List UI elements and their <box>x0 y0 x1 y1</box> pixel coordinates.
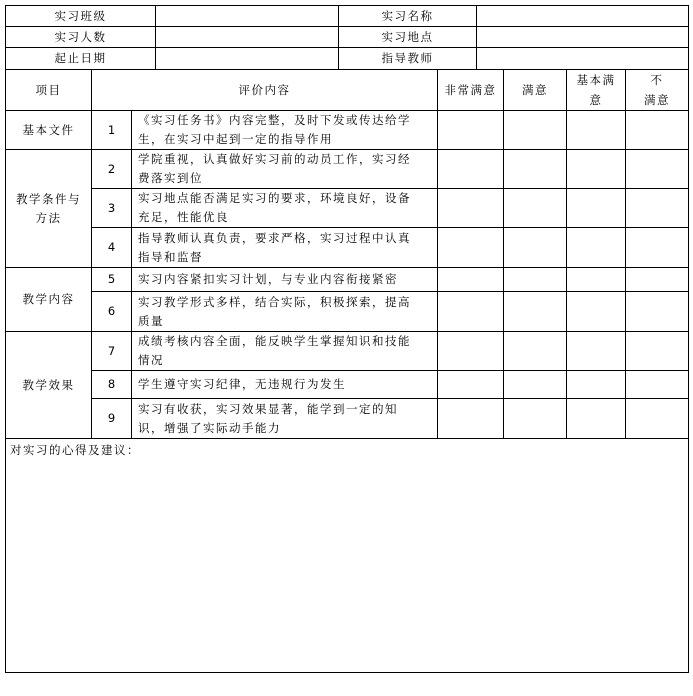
rating-unsatisfied[interactable] <box>626 371 689 399</box>
table-row <box>6 111 689 150</box>
rating-very-satisfied[interactable] <box>438 268 504 292</box>
row-number: 6 <box>92 292 132 332</box>
row-content-line1: 学院重视，认真做好实习前的动员工作，实习经 <box>138 152 411 166</box>
info-table <box>5 5 689 70</box>
name-value[interactable] <box>477 6 689 27</box>
suggestions-area[interactable] <box>6 439 689 673</box>
evaluation-form <box>5 5 688 673</box>
row-content <box>132 371 438 399</box>
row-content <box>132 150 438 189</box>
row-content-line2: 情况 <box>138 353 164 367</box>
row-content-line2: 生，在实习中起到一定的指导作用 <box>138 132 333 146</box>
rating-basically-satisfied[interactable] <box>567 150 626 189</box>
header-satisfied: 满意 <box>504 70 567 111</box>
row-number: 2 <box>92 150 132 189</box>
row-content-line1: 指导教师认真负责，要求严格，实习过程中认真 <box>138 230 411 245</box>
rating-basically-satisfied[interactable] <box>567 399 626 439</box>
class-label: 实习班级 <box>6 6 156 27</box>
rating-unsatisfied[interactable] <box>626 228 689 268</box>
rating-unsatisfied[interactable] <box>626 332 689 371</box>
row-content <box>132 399 438 439</box>
row-content <box>132 332 438 371</box>
row-number: 9 <box>92 399 132 439</box>
table-row <box>6 332 689 371</box>
rating-unsatisfied[interactable] <box>626 292 689 332</box>
header-unsatisfied-line2: 满意 <box>644 93 670 107</box>
teacher-label: 指导教师 <box>339 48 477 70</box>
row-content-line1: 成绩考核内容全面，能反映学生掌握知识和技能 <box>138 334 411 348</box>
row-content <box>132 111 438 150</box>
row-content-line1: 学生遵守实习纪律，无违规行为发生 <box>138 377 346 391</box>
evaluation-table <box>5 69 689 673</box>
table-row <box>6 371 689 399</box>
rating-basically-satisfied[interactable] <box>567 189 626 228</box>
rating-very-satisfied[interactable] <box>438 228 504 268</box>
row-content-line1: 实习教学形式多样，结合实际，积极探索，提高 <box>138 294 411 309</box>
table-row <box>6 228 689 268</box>
rating-satisfied[interactable] <box>504 111 567 150</box>
category-effect: 教学效果 <box>6 332 92 439</box>
row-number: 3 <box>92 189 132 228</box>
rating-unsatisfied[interactable] <box>626 111 689 150</box>
rating-basically-satisfied[interactable] <box>567 111 626 150</box>
suggestions-label: 对实习的心得及建议： <box>10 443 140 457</box>
row-content-line2: 充足，性能优良 <box>138 210 229 224</box>
row-number: 8 <box>92 371 132 399</box>
table-row <box>6 292 689 332</box>
row-content-line2: 识，增强了实际动手能力 <box>138 420 281 435</box>
category-basic-docs: 基本文件 <box>6 111 92 150</box>
row-content-line2: 质量 <box>138 313 164 328</box>
dates-label: 起止日期 <box>6 48 156 70</box>
rating-very-satisfied[interactable] <box>438 189 504 228</box>
count-label: 实习人数 <box>6 27 156 48</box>
rating-basically-satisfied[interactable] <box>567 292 626 332</box>
row-content-line2: 费落实到位 <box>138 171 203 185</box>
row-content-line1: 实习内容紧扣实习计划，与专业内容衔接紧密 <box>138 272 398 286</box>
rating-basically-satisfied[interactable] <box>567 332 626 371</box>
row-number: 5 <box>92 268 132 292</box>
rating-satisfied[interactable] <box>504 332 567 371</box>
header-basically-satisfied <box>567 70 626 111</box>
rating-very-satisfied[interactable] <box>438 332 504 371</box>
row-content <box>132 268 438 292</box>
row-content-line1: 实习地点能否满足实习的要求，环境良好，设备 <box>138 191 411 205</box>
rating-very-satisfied[interactable] <box>438 292 504 332</box>
rating-unsatisfied[interactable] <box>626 189 689 228</box>
row-content <box>132 228 438 268</box>
name-label: 实习名称 <box>339 6 477 27</box>
row-content-line1: 实习有收获，实习效果显著，能学到一定的知 <box>138 401 398 416</box>
rating-satisfied[interactable] <box>504 150 567 189</box>
row-content <box>132 189 438 228</box>
header-content: 评价内容 <box>92 70 438 111</box>
table-row <box>6 189 689 228</box>
rating-very-satisfied[interactable] <box>438 371 504 399</box>
header-item: 项目 <box>6 70 92 111</box>
rating-unsatisfied[interactable] <box>626 268 689 292</box>
rating-satisfied[interactable] <box>504 371 567 399</box>
table-row <box>6 268 689 292</box>
table-row <box>6 399 689 439</box>
header-basically-satisfied-line2: 意 <box>589 93 603 107</box>
location-value[interactable] <box>477 27 689 48</box>
count-value[interactable] <box>156 27 339 48</box>
rating-basically-satisfied[interactable] <box>567 371 626 399</box>
rating-very-satisfied[interactable] <box>438 150 504 189</box>
rating-very-satisfied[interactable] <box>438 111 504 150</box>
rating-basically-satisfied[interactable] <box>567 268 626 292</box>
rating-satisfied[interactable] <box>504 228 567 268</box>
rating-satisfied[interactable] <box>504 399 567 439</box>
location-label: 实习地点 <box>339 27 477 48</box>
rating-satisfied[interactable] <box>504 268 567 292</box>
category-content: 教学内容 <box>6 268 92 332</box>
row-content-line1: 《实习任务书》内容完整，及时下发或传达给学 <box>138 113 411 127</box>
category-conditions-line2: 方法 <box>35 210 62 225</box>
header-basically-satisfied-line1: 基本满 <box>576 73 616 87</box>
rating-unsatisfied[interactable] <box>626 150 689 189</box>
category-conditions <box>6 150 92 268</box>
dates-value[interactable] <box>156 48 339 70</box>
row-number: 7 <box>92 332 132 371</box>
header-unsatisfied <box>626 70 689 111</box>
header-unsatisfied-line1: 不 <box>650 73 664 87</box>
teacher-value[interactable] <box>477 48 689 70</box>
row-content <box>132 292 438 332</box>
rating-basically-satisfied[interactable] <box>567 228 626 268</box>
rating-satisfied[interactable] <box>504 189 567 228</box>
class-value[interactable] <box>156 6 339 27</box>
rating-satisfied[interactable] <box>504 292 567 332</box>
table-row <box>6 150 689 189</box>
rating-unsatisfied[interactable] <box>626 399 689 439</box>
row-number: 4 <box>92 228 132 268</box>
rating-very-satisfied[interactable] <box>438 399 504 439</box>
row-number: 1 <box>92 111 132 150</box>
header-very-satisfied: 非常满意 <box>438 70 504 111</box>
category-conditions-line1: 教学条件与 <box>16 191 81 206</box>
row-content-line2: 指导和监督 <box>138 249 203 264</box>
